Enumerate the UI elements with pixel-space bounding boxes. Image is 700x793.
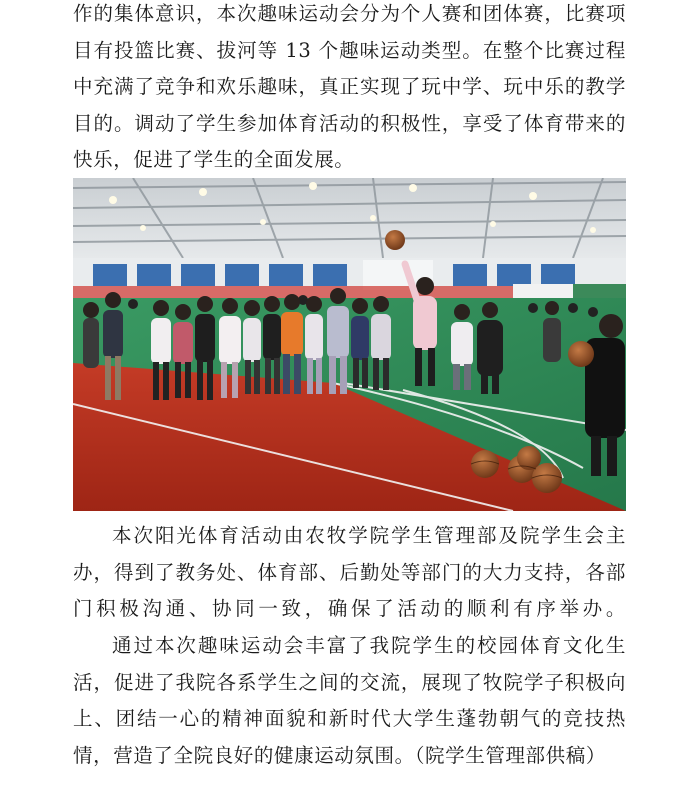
paragraph-intro-continuation: 作的集体意识，本次趣味运动会分为个人赛和团体赛，比赛项目有投篮比赛、拔河等 13 个趣味运动类型。在整个比赛过程中充满了竞争和欢乐趣味，真正实现了玩中学、玩中乐的教学目的。调动了学生参加体育活动的积极性，享受了体育带来的快乐，促进了学生的全面发展。 [73,2,626,171]
event-photo [73,178,626,511]
paragraph-conclusion: 通过本次趣味运动会丰富了我院学生的校园体育文化生活，促进了我院各系学生之间的交流，展现了牧院学子积极向上、团结一心的精神面貌和新时代大学生蓬勃朝气的竞技热情，营造了全院良好的健康运动氛围。（院学生管理部供稿） [73,634,626,767]
gymnasium-scene-illustration [73,178,626,511]
basketball-in-air [385,230,405,250]
paragraph-organizers: 本次阳光体育活动由农牧学院学生管理部及院学生会主办，得到了教务处、体育部、后勤处等部门的大力支持，各部门积极沟通、协同一致，确保了活动的顺利有序举办。 [73,524,626,620]
